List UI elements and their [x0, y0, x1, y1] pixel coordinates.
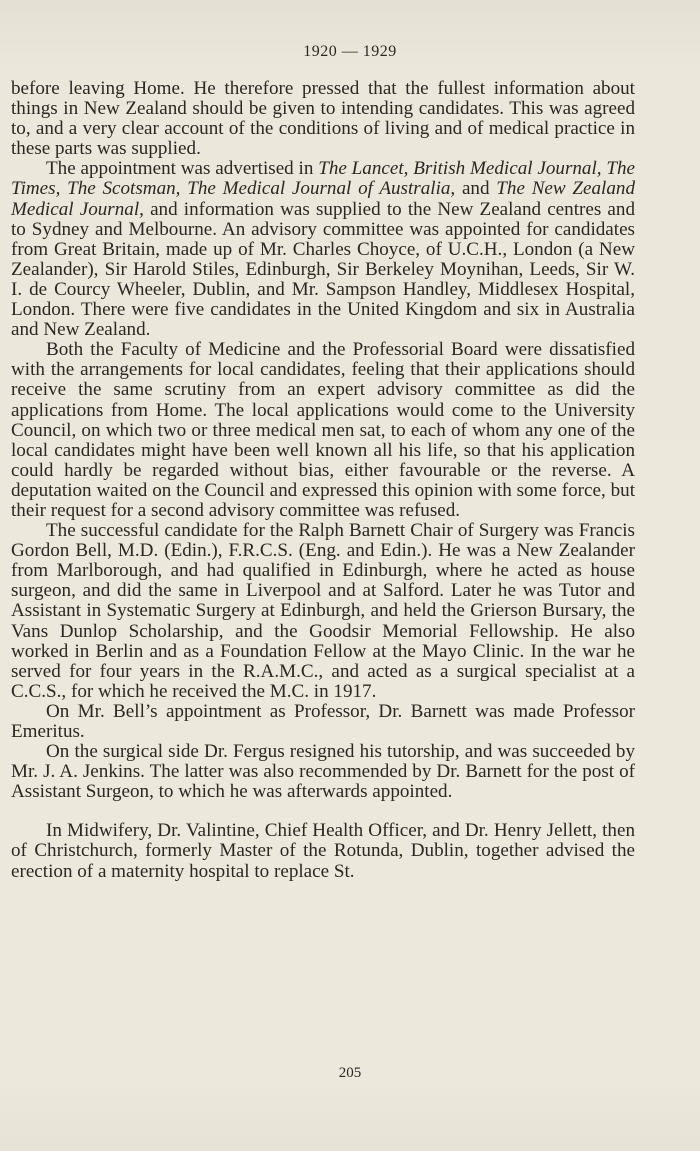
paragraph-2-part-2: and	[455, 178, 497, 200]
paragraph-6: On the surgical side Dr. Fergus resigned his tutorship, and was succeeded by Mr. J. A. Jenkins. The latter was also recommended by Dr. Barnett for the post of Assistant Surgeon, to which he was afterwards appointed.	[11, 741, 635, 803]
paragraph-2-part-3: and information was supplied to the New Zealand centres and to Sydney and Melbourne. An advisory committee was appointed for candidates from Great Britain, made up of Mr. Charles Choyce, of U.C.H., London (a New Zealander), Sir Harold Stiles, Edinburgh, Sir Berkeley Moynihan, Leeds, Sir W. I. de Courcy Wheeler, Dublin, and Mr. Sampson Handley, Middlesex Hospital, London. There were five candidates in the United Kingdom and six in Australia and New Zealand.	[11, 198, 635, 341]
body-text	[11, 79, 635, 882]
journal-list: The Lancet, British Medical Journal, The Times, The Scotsman, The Medical Journal of Australia,	[11, 158, 635, 200]
page-number: 205	[338, 1065, 362, 1081]
paragraph-2	[11, 159, 635, 340]
paragraph-3: Both the Faculty of Medicine and the Professorial Board were dissatisfied with the arrangements for local candidates, feeling that their applications should receive the same scrutiny from an expert advisory committee as did the applications from Home. The local applications would come to the University Council, on which two or three medical men sat, to each of whom any one of the local candidates might have been well known all his life, so that his application could hardly be regarded without bias, either favourable or the reverse. A deputation waited on the Council and expressed this opinion with some force, but their request for a second advisory committee was refused.	[11, 339, 635, 521]
paragraph-2-part-1: The appointment was advertised in	[46, 158, 319, 180]
paragraph-1: before leaving Home. He therefore pressed that the fullest information about things in New Zealand should be given to intending candidates. This was agreed to, and a very clear account of the conditions of living and of medical practice in these parts was supplied.	[11, 78, 635, 160]
paragraph-7: In Midwifery, Dr. Valintine, Chief Health Officer, and Dr. Henry Jellett, then of Christchurch, formerly Master of the Rotunda, Dublin, together advised the erection of a maternity hospital to replace St.	[11, 820, 635, 882]
running-head: 1920 — 1929	[303, 43, 397, 60]
paragraph-5: On Mr. Bell’s appointment as Professor, Dr. Barnett was made Professor Emeritus.	[11, 700, 635, 742]
journal-nz: The New Zealand Medical Journal,	[11, 178, 635, 220]
paragraph-4: The successful candidate for the Ralph Barnett Chair of Surgery was Francis Gordon Bell, M.D. (Edin.), F.R.C.S. (Eng. and Edin.). He was a New Zealander from Marlborough, and had qualified in Edinburgh, where he acted as house surgeon, and did the same in Liverpool and at Salford. Later he was Tutor and Assistant in Systematic Surgery at Edinburgh, and held the Grierson Bursary, the Vans Dunlop Scholarship, and the Goodsir Memorial Fellowship. He also worked in Berlin and as a Foundation Fellow at the Mayo Clinic. In the war he served for four years in the R.A.M.C., and acted as a surgical specialist at a C.C.S., for which he received the M.C. in 1917.	[11, 520, 635, 702]
